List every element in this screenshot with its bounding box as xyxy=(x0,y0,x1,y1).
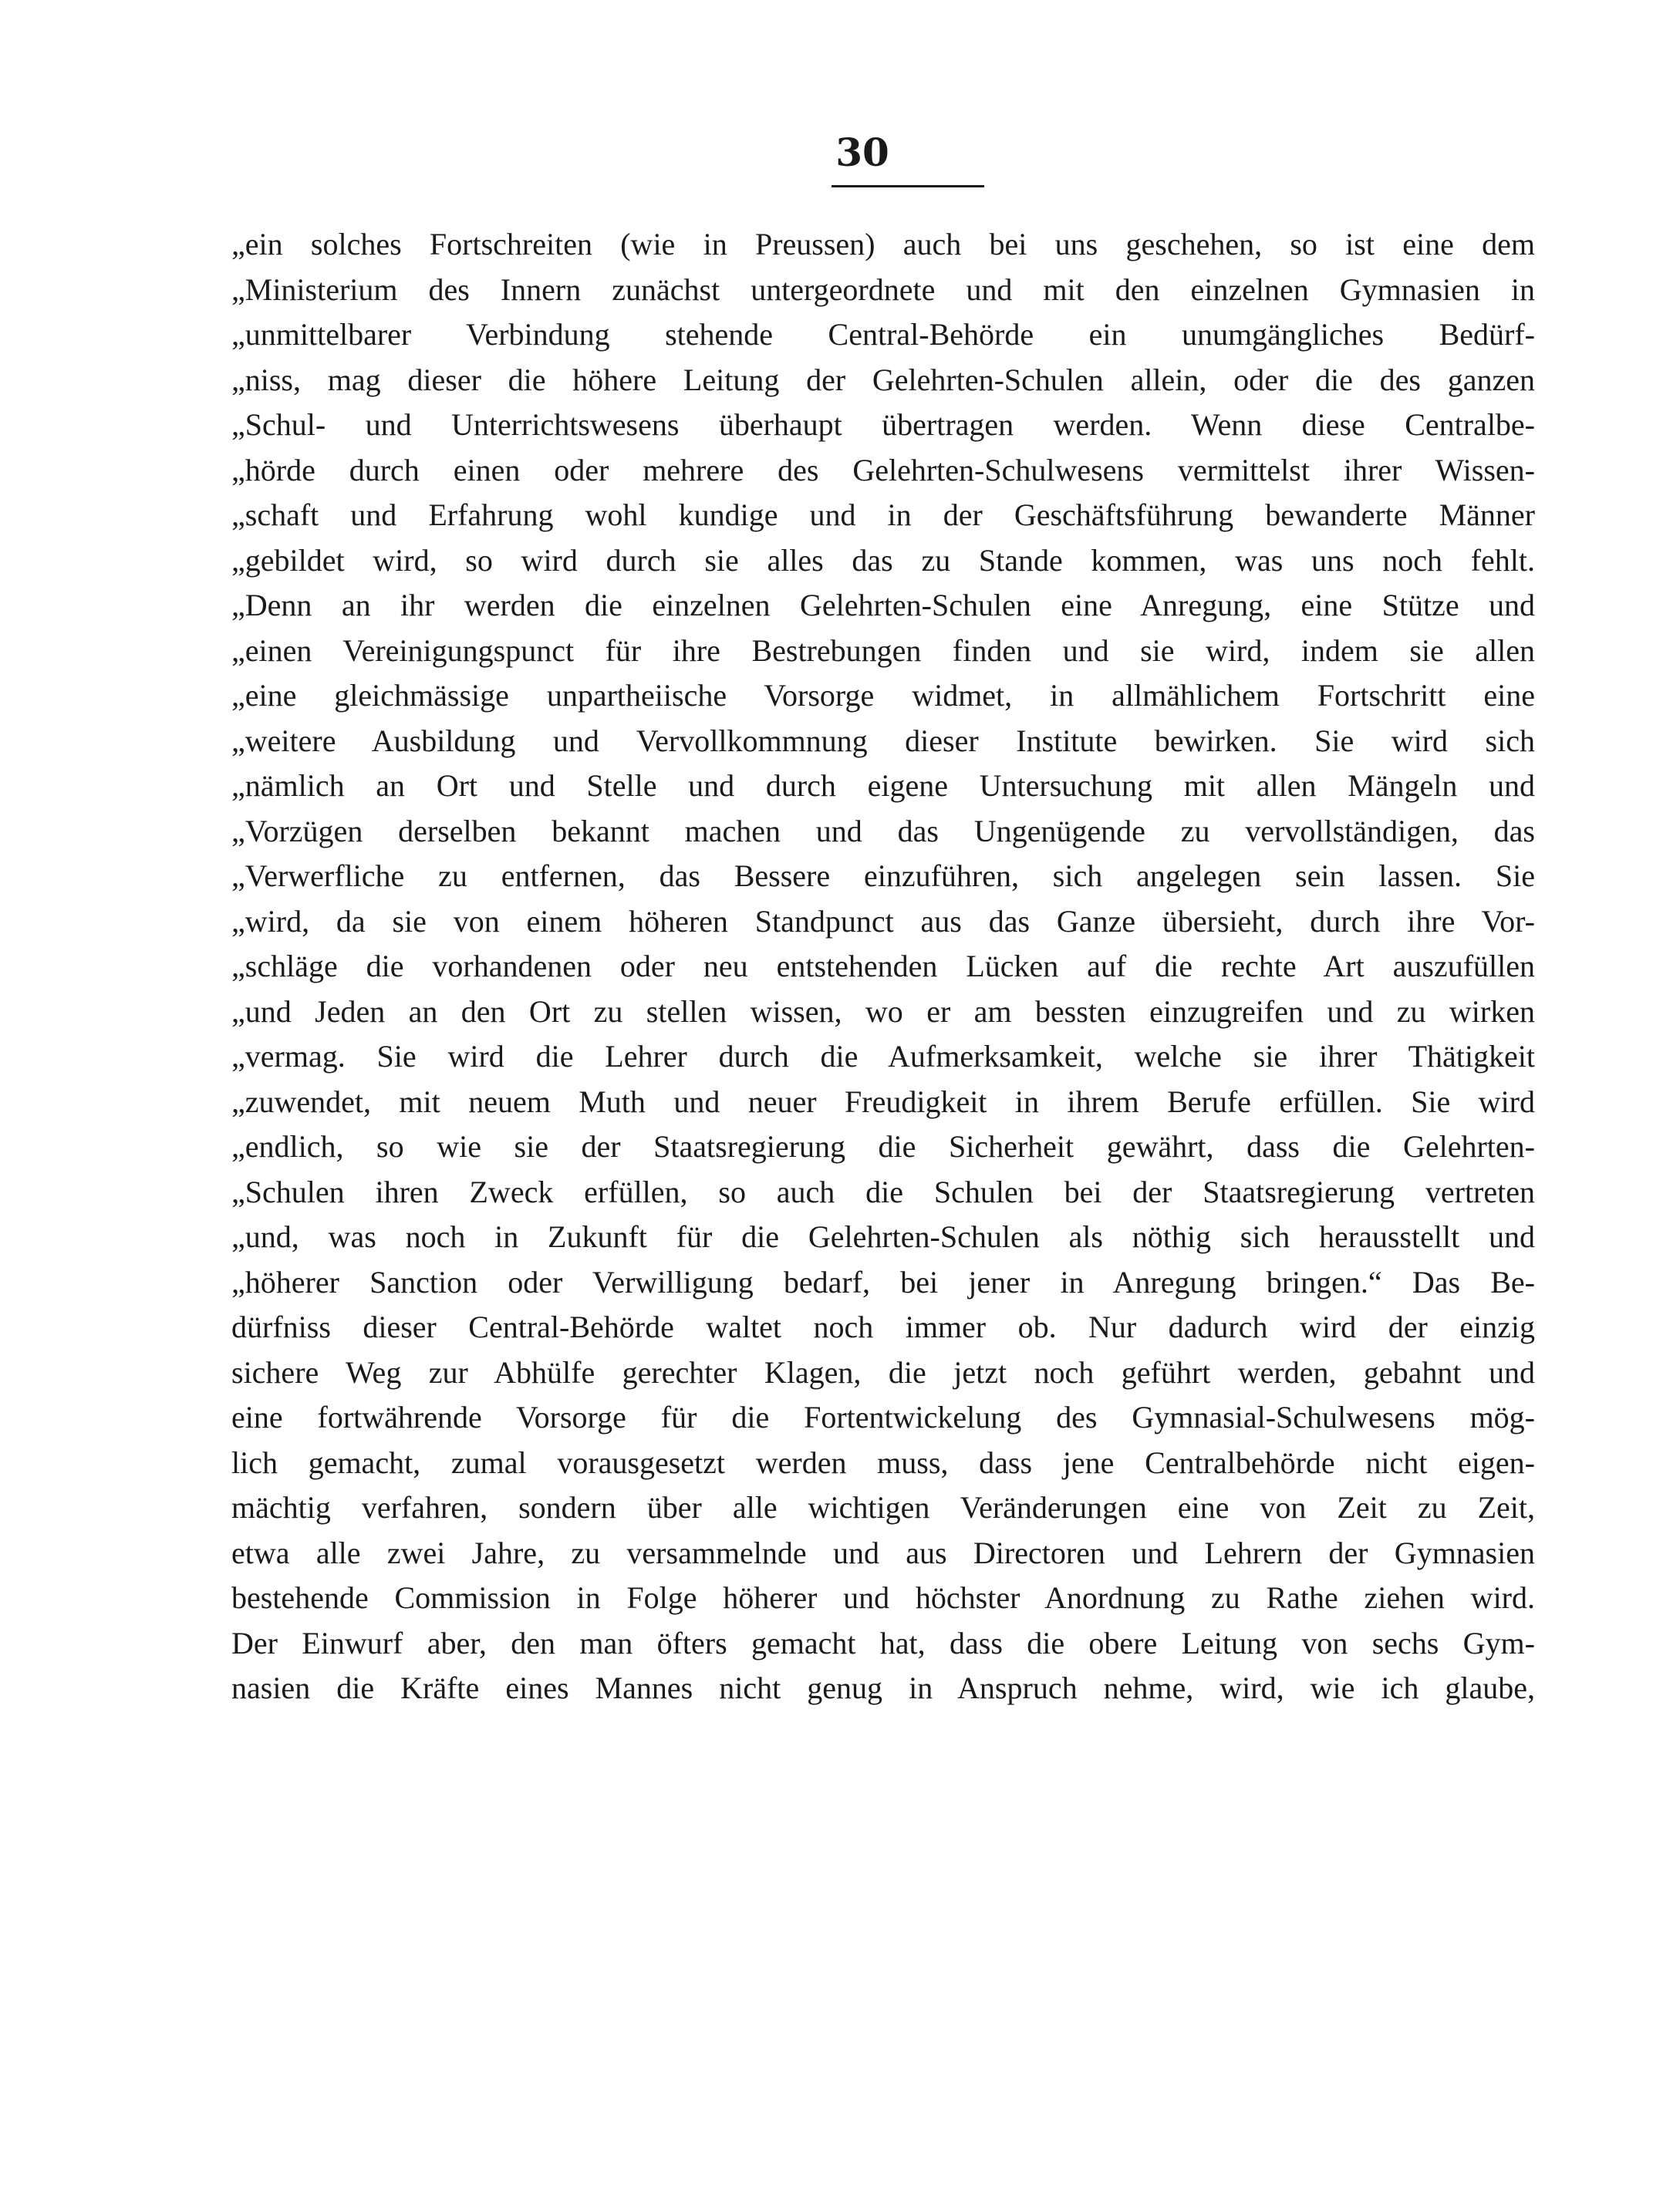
text-line: „und Jeden an den Ort zu stellen wissen, wo er am bessten einzugreifen und zu wirken xyxy=(231,993,1535,1029)
text-line: „unmittelbarer Verbindung stehende Central-Behörde ein unumgängliches Bedürf- xyxy=(231,317,1535,352)
text-line: nasien die Kräfte eines Mannes nicht genug in Anspruch nehme, wird, wie ich glaube, xyxy=(231,1670,1535,1705)
page-number: 30 xyxy=(835,130,889,175)
text-line: „Verwerfliche zu entfernen, das Bessere einzuführen, sich angelegen sein lassen. Sie xyxy=(231,858,1535,893)
text-line: „Vorzügen derselben bekannt machen und das Ungenügende zu vervollständigen, das xyxy=(231,813,1535,848)
text-line: „ein solches Fortschreiten (wie in Preussen) auch bei uns geschehen, so ist eine dem xyxy=(231,227,1535,261)
text-line: „hörde durch einen oder mehrere des Gelehrten-Schulwesens vermittelst ihrer Wissen- xyxy=(231,452,1535,487)
text-line: sichere Weg zur Abhülfe gerechter Klagen, die jetzt noch geführt werden, gebahnt und xyxy=(231,1354,1535,1390)
text-line: „einen Vereinigungspunct für ihre Bestrebungen finden und sie wird, indem sie allen xyxy=(231,632,1535,668)
text-line: „vermag. Sie wird die Lehrer durch die Aufmerksamkeit, welche sie ihrer Thätigkeit xyxy=(231,1039,1535,1074)
text-line: „Denn an ihr werden die einzelnen Gelehrten-Schulen eine Anregung, eine Stütze und xyxy=(231,588,1535,622)
text-line: etwa alle zwei Jahre, zu versammelnde und aus Directoren und Lehrern der Gymnasien xyxy=(231,1535,1535,1570)
text-line: eine fortwährende Vorsorge für die Fortentwickelung des Gymnasial-Schulwesens mög- xyxy=(231,1400,1535,1435)
text-line: lich gemacht, zumal vorausgesetzt werden muss, dass jene Centralbehörde nicht eigen- xyxy=(231,1445,1535,1480)
text-line: „endlich, so wie sie der Staatsregierung die Sicherheit gewährt, dass die Gelehrten- xyxy=(231,1129,1535,1164)
text-line: mächtig verfahren, sondern über alle wichtigen Veränderungen eine von Zeit zu Zeit, xyxy=(231,1490,1535,1525)
text-line: bestehende Commission in Folge höherer und höchster Anordnung zu Rathe ziehen wird. xyxy=(231,1580,1535,1615)
text-line: „Ministerium des Innern zunächst untergeordnete und mit den einzelnen Gymnasien in xyxy=(231,271,1535,307)
body-text xyxy=(231,222,1535,1711)
text-line: „eine gleichmässige unpartheiische Vorsorge widmet, in allmählichem Fortschritt eine xyxy=(231,678,1535,713)
text-line: „schläge die vorhandenen oder neu entstehenden Lücken auf die rechte Art auszufüllen xyxy=(231,949,1535,983)
text-line: „weitere Ausbildung und Vervollkommnung dieser Institute bewirken. Sie wird sich xyxy=(231,723,1535,758)
text-line: Der Einwurf aber, den man öfters gemacht hat, dass die obere Leitung von sechs Gym- xyxy=(231,1625,1535,1660)
text-line: „Schul- und Unterrichtswesens überhaupt übertragen werden. Wenn diese Centralbe- xyxy=(231,407,1535,442)
page-number-rule xyxy=(832,185,984,187)
text-line: „und, was noch in Zukunft für die Gelehrten-Schulen als nöthig sich herausstellt und xyxy=(231,1219,1535,1254)
text-line: „wird, da sie von einem höheren Standpunct aus das Ganze übersieht, durch ihre Vor- xyxy=(231,903,1535,939)
text-line: „höherer Sanction oder Verwilligung bedarf, bei jener in Anregung bringen.“ Das Be- xyxy=(231,1264,1535,1300)
text-line: „zuwendet, mit neuem Muth und neuer Freudigkeit in ihrem Berufe erfüllen. Sie wird xyxy=(231,1084,1535,1119)
text-line: „Schulen ihren Zweck erfüllen, so auch die Schulen bei der Staatsregierung vertreten xyxy=(231,1174,1535,1209)
text-line: „gebildet wird, so wird durch sie alles das zu Stande kommen, was uns noch fehlt. xyxy=(231,542,1535,578)
text-line: „schaft und Erfahrung wohl kundige und in der Geschäftsführung bewanderte Männer xyxy=(231,497,1535,532)
text-line: dürfniss dieser Central-Behörde waltet noch immer ob. Nur dadurch wird der einzig xyxy=(231,1310,1535,1344)
text-line: „nämlich an Ort und Stelle und durch eigene Untersuchung mit allen Mängeln und xyxy=(231,768,1535,803)
text-line: „niss, mag dieser die höhere Leitung der Gelehrten-Schulen allein, oder die des ganzen xyxy=(231,362,1535,397)
